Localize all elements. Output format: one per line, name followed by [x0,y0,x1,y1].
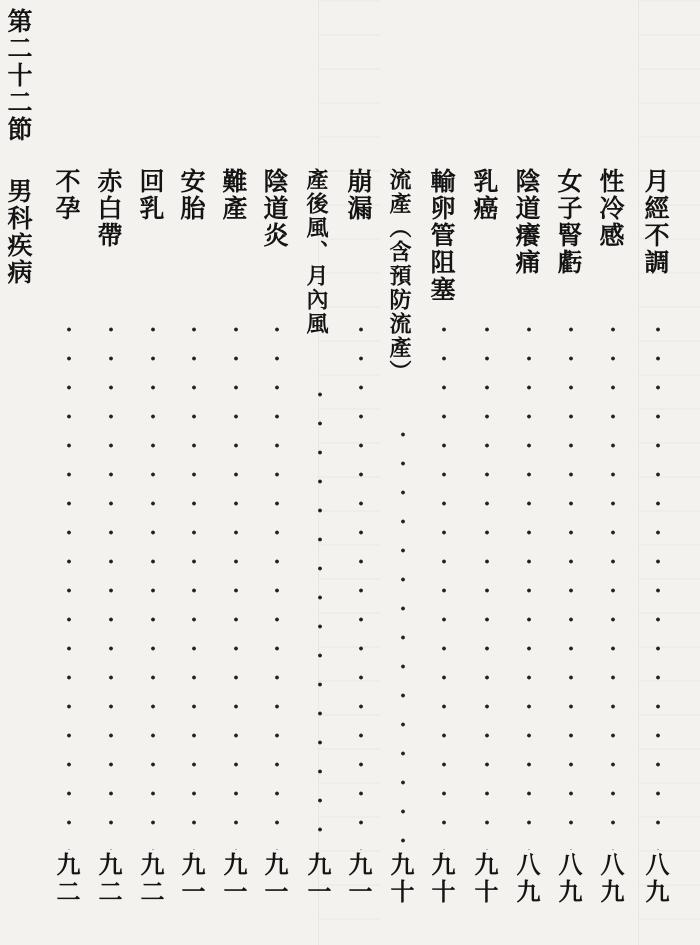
toc-entry-title: 輸卵管阻塞 [427,168,456,303]
toc-entry-title: 赤白帶 [94,168,123,249]
section-title: 男科疾病 [4,178,33,286]
dot-leader [109,315,113,850]
toc-entry-title: 回乳 [136,168,165,222]
toc-page-number: 九十 [427,852,456,906]
dot-leader [234,315,238,850]
toc-page-number: 八九 [554,852,583,906]
dot-leader [275,315,279,850]
toc-page-number: 九二 [52,852,81,906]
toc-page-number: 八九 [512,852,541,906]
toc-entry-title: 產後風、月內風 [303,168,329,336]
dot-leader [611,315,615,850]
toc-entry-title: 流產（含預防流產） [386,168,412,384]
toc-entry-title: 女子腎虧 [554,168,583,276]
toc-page-number: 九一 [344,852,373,906]
dot-leader [359,315,363,850]
toc-entry-title: 安胎 [177,168,206,222]
toc-entry-title: 崩漏 [344,168,373,222]
section-heading: 第二十二節 [4,8,33,143]
toc-entry-title: 性冷感 [596,168,625,249]
toc-page-number: 九十 [470,852,499,906]
dot-leader [527,315,531,850]
toc-entry-title: 乳癌 [470,168,499,222]
dot-leader [67,315,71,850]
toc-page-number: 九一 [303,852,332,906]
dot-leader [442,315,446,850]
dot-leader [151,315,155,850]
toc-entry-title: 陰道癢痛 [512,168,541,276]
dot-leader [569,315,573,850]
toc-page-number: 九一 [177,852,206,906]
dot-leader [318,380,322,850]
toc-page-number: 九二 [136,852,165,906]
dot-leader [485,315,489,850]
toc-page-number: 九一 [219,852,248,906]
toc-page-number: 九十 [386,852,415,906]
toc-page-number: 八九 [596,852,625,906]
toc-entry-title: 不孕 [52,168,81,222]
dot-leader [401,420,405,850]
dot-leader [192,315,196,850]
toc-entry-title: 難產 [219,168,248,222]
toc-entry-title: 月經不調 [641,168,670,276]
toc-page-number: 九二 [94,852,123,906]
bleed-through-shadow [318,0,381,945]
toc-entry-title: 陰道炎 [260,168,289,249]
bleed-through-shadow [638,0,700,945]
toc-page-number: 八九 [641,852,670,906]
toc-page-number: 九一 [260,852,289,906]
dot-leader [656,315,660,850]
